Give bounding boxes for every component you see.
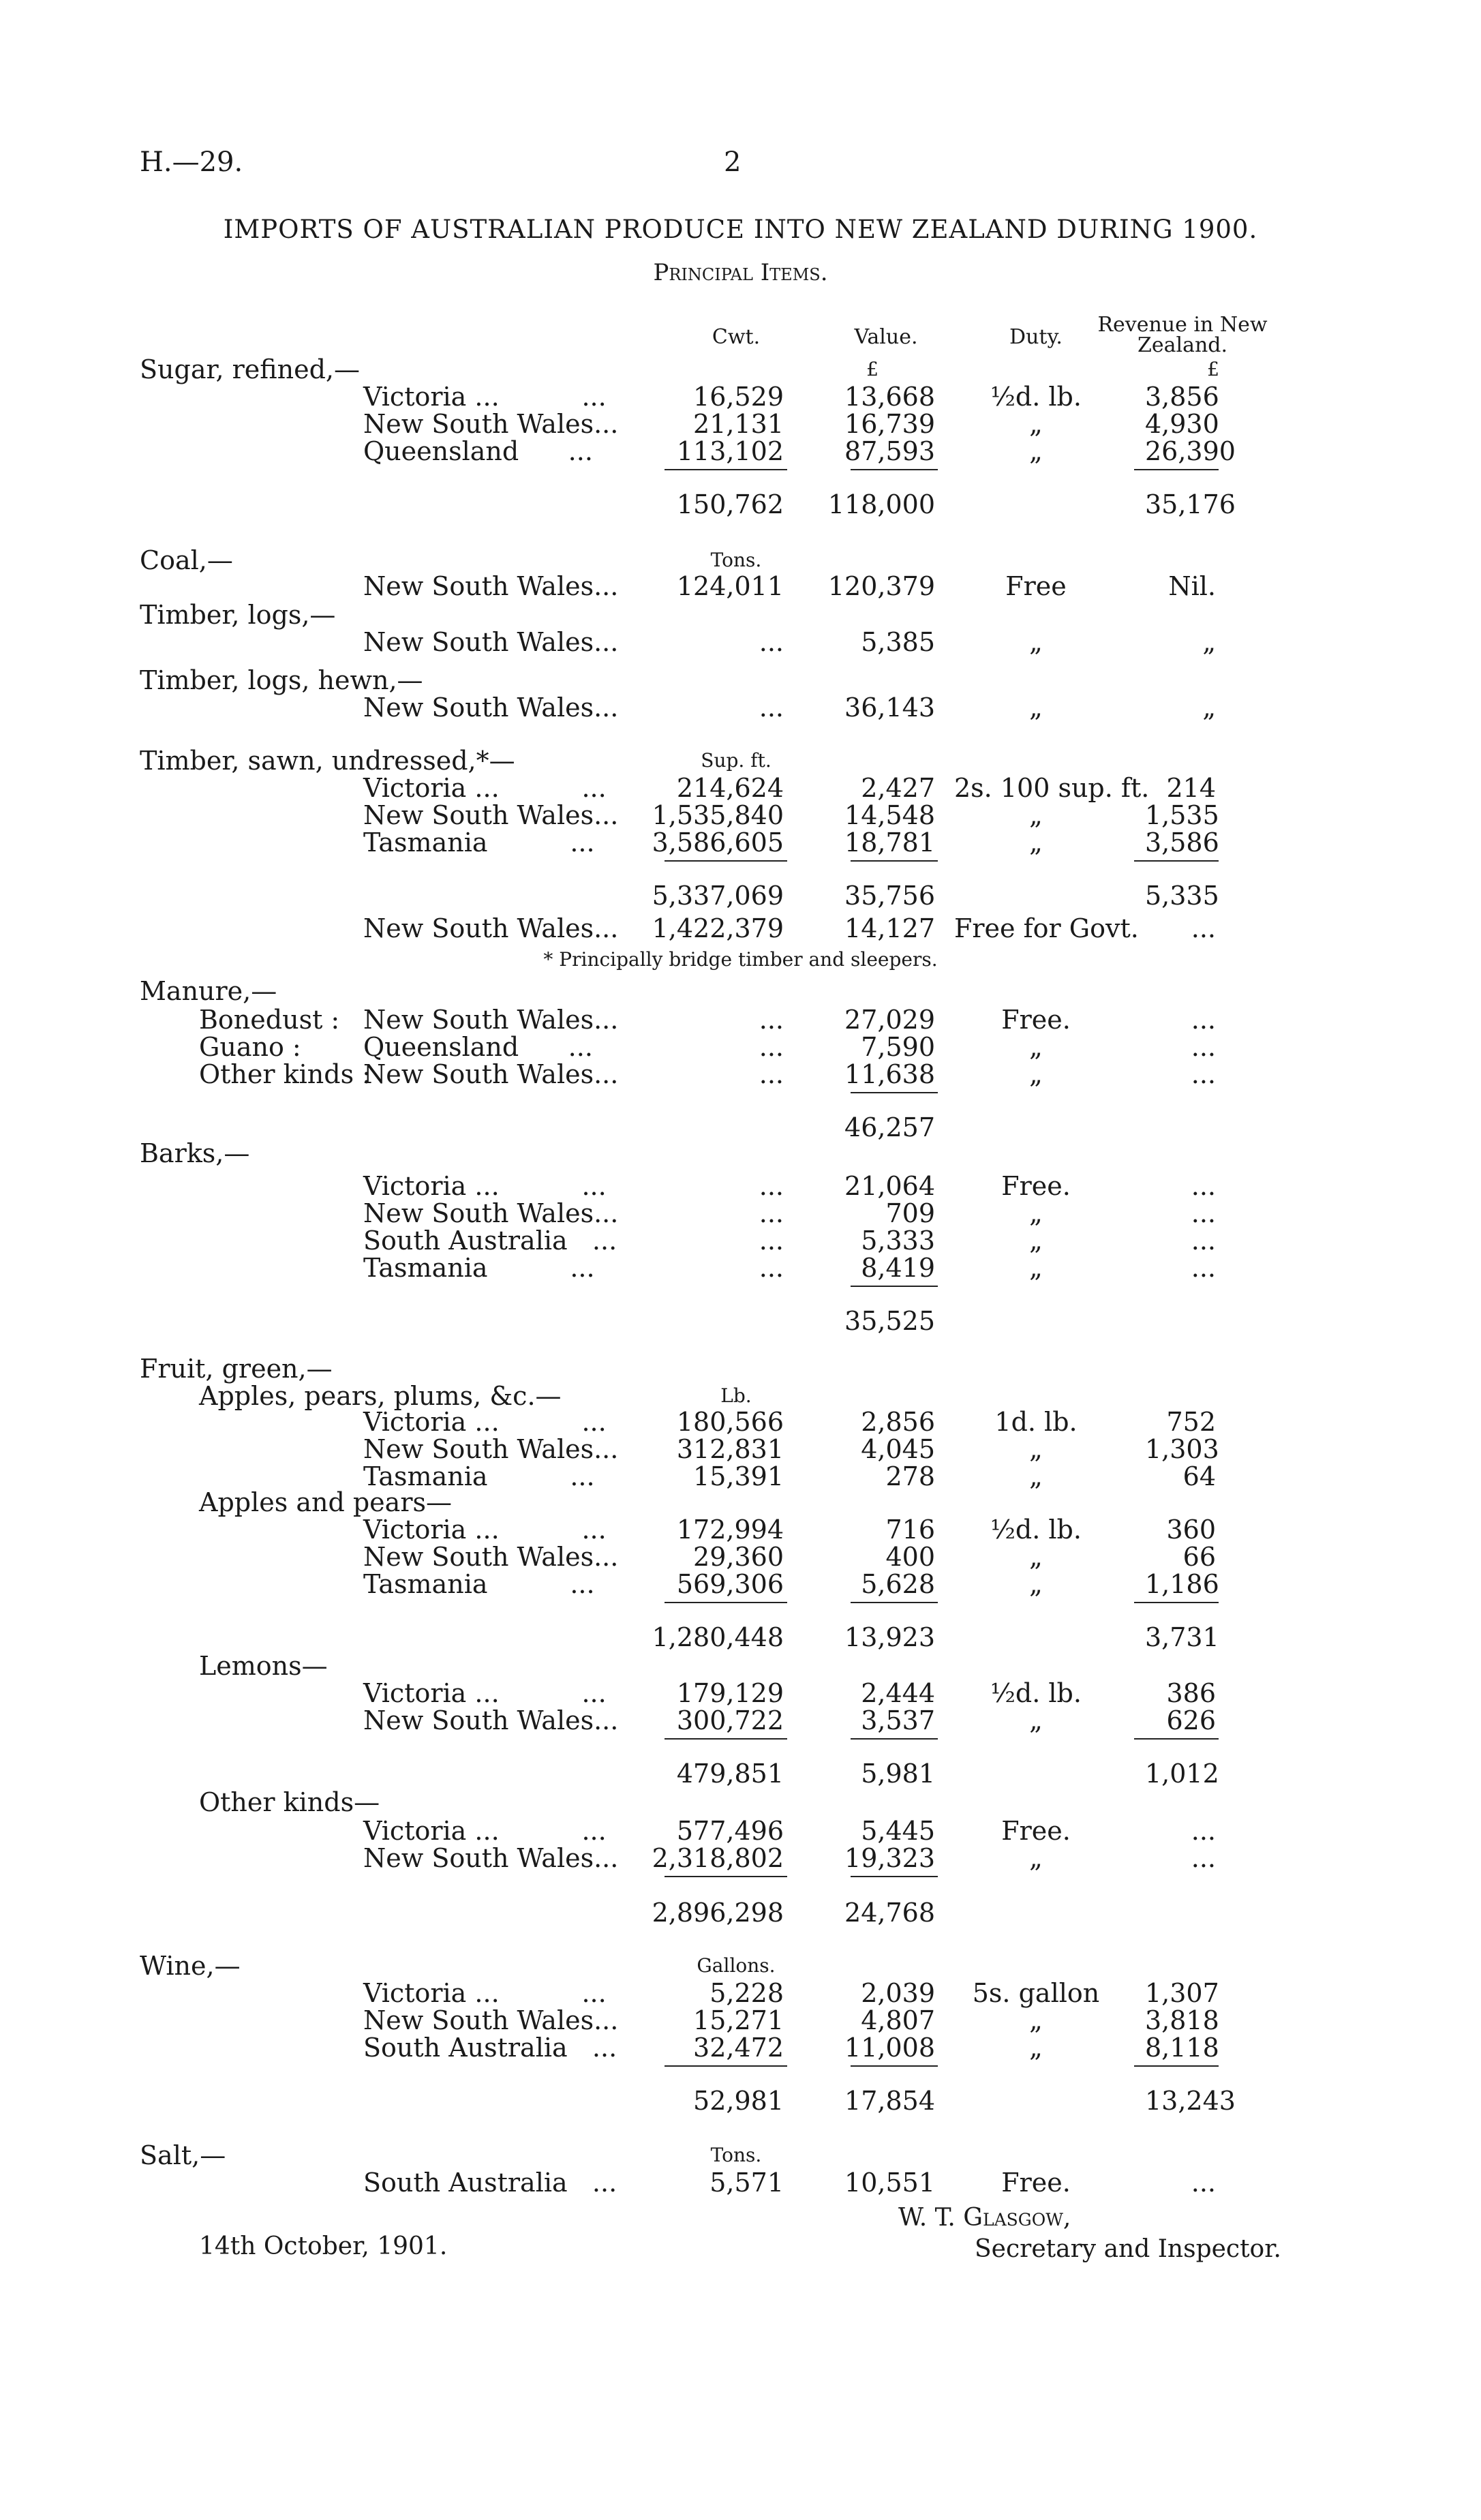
table-row bbox=[0, 1226, 1481, 1256]
duty-cell: „ bbox=[1029, 1705, 1043, 1735]
revenue-cell: ... bbox=[1191, 1198, 1216, 1228]
table-row bbox=[0, 1898, 1481, 1928]
category-label: Barks,— bbox=[140, 1138, 250, 1168]
value-cell: 2,444 bbox=[861, 1678, 935, 1708]
region-label: New South Wales... bbox=[363, 1005, 619, 1035]
quantity-cell: ... bbox=[759, 1059, 784, 1089]
quantity-cell: 32,472 bbox=[693, 2033, 784, 2063]
duty-cell: „ bbox=[1029, 2005, 1043, 2035]
duty-cell: Free. bbox=[1001, 1005, 1071, 1035]
revenue-cell: 1,535 bbox=[1145, 800, 1219, 830]
category-label: Timber, sawn, undressed,*— bbox=[140, 746, 515, 776]
value-cell: 7,590 bbox=[861, 1032, 935, 1062]
subtotal-rule-quantity bbox=[665, 1738, 787, 1740]
subcategory-label: Guano : bbox=[199, 1032, 301, 1062]
quantity-unit: Tons. bbox=[710, 2144, 762, 2166]
revenue-cell: Nil. bbox=[1168, 571, 1216, 601]
revenue-cell: 752 bbox=[1166, 1407, 1216, 1437]
revenue-cell: ... bbox=[1191, 1005, 1216, 1035]
value-cell: 21,064 bbox=[844, 1171, 935, 1201]
quantity-cell: 577,496 bbox=[676, 1816, 784, 1846]
revenue-cell: 1,307 bbox=[1145, 1978, 1219, 2008]
table-row bbox=[0, 1787, 1481, 1817]
table-row bbox=[0, 2005, 1481, 2035]
table-row bbox=[0, 1253, 1481, 1283]
revenue-cell: 26,390 bbox=[1145, 436, 1236, 466]
value-cell: 5,981 bbox=[861, 1759, 935, 1789]
table-row bbox=[0, 1059, 1481, 1089]
category-label: Salt,— bbox=[140, 2140, 226, 2170]
revenue-cell: 3,586 bbox=[1145, 828, 1219, 857]
category-label: Timber, logs, hewn,— bbox=[140, 665, 423, 695]
value-cell: 13,923 bbox=[844, 1622, 935, 1652]
quantity-cell: 113,102 bbox=[676, 436, 784, 466]
subtotal-rule-quantity bbox=[665, 469, 787, 470]
subtotal-rule-value bbox=[851, 469, 938, 470]
region-label: Tasmania ... bbox=[363, 1569, 595, 1599]
revenue-cell: 214 bbox=[1166, 773, 1216, 803]
table-row bbox=[0, 627, 1481, 657]
value-cell: 14,548 bbox=[844, 800, 935, 830]
quantity-cell: 300,722 bbox=[676, 1705, 784, 1735]
revenue-cell: 1,012 bbox=[1145, 1759, 1219, 1789]
value-cell: 11,008 bbox=[844, 2033, 935, 2063]
table-row bbox=[0, 1487, 1481, 1517]
region-label: Victoria ... ... bbox=[363, 773, 607, 803]
value-cell: 19,323 bbox=[844, 1843, 935, 1873]
table-row bbox=[0, 1569, 1481, 1599]
value-cell: 46,257 bbox=[844, 1112, 935, 1142]
value-cell: 400 bbox=[885, 1542, 935, 1572]
value-cell: 35,756 bbox=[844, 881, 935, 911]
table-row bbox=[0, 945, 1481, 975]
subtotal-rule-revenue bbox=[1134, 1602, 1219, 1603]
doc-reference: H.—29. bbox=[140, 147, 243, 178]
revenue-cell: ... bbox=[1191, 913, 1216, 943]
quantity-cell: 2,318,802 bbox=[652, 1843, 784, 1873]
table-row bbox=[0, 1198, 1481, 1228]
table-row bbox=[0, 600, 1481, 630]
table-row bbox=[0, 1515, 1481, 1545]
quantity-cell: 52,981 bbox=[693, 2086, 784, 2116]
table-row bbox=[0, 1622, 1481, 1652]
value-cell: 18,781 bbox=[844, 828, 935, 857]
category-label: Wine,— bbox=[140, 1951, 241, 1981]
value-cell: 36,143 bbox=[844, 693, 935, 723]
value-cell: 3,537 bbox=[861, 1705, 935, 1735]
quantity-cell: ... bbox=[759, 627, 784, 657]
revenue-cell: 13,243 bbox=[1145, 2086, 1236, 2116]
value-cell: 716 bbox=[885, 1515, 935, 1545]
duty-cell: Free. bbox=[1001, 1816, 1071, 1846]
quantity-cell: 5,571 bbox=[709, 2168, 784, 2198]
table-row bbox=[0, 1542, 1481, 1572]
region-label: New South Wales... bbox=[363, 571, 619, 601]
region-label: Tasmania ... bbox=[363, 828, 595, 857]
table-row bbox=[0, 2033, 1481, 2063]
duty-cell: „ bbox=[1029, 2033, 1043, 2063]
region-label: New South Wales... bbox=[363, 1434, 619, 1464]
subtotal-rule-value bbox=[851, 2065, 938, 2067]
quantity-cell: 150,762 bbox=[676, 489, 784, 519]
region-label: New South Wales... bbox=[363, 627, 619, 657]
quantity-cell: 172,994 bbox=[676, 1515, 784, 1545]
subtotal-rule-value bbox=[851, 860, 938, 862]
table-row bbox=[0, 773, 1481, 803]
region-label: Victoria ... ... bbox=[363, 1171, 607, 1201]
table-row bbox=[0, 2140, 1481, 2170]
value-cell: 2,039 bbox=[861, 1978, 935, 2008]
value-cell: 5,385 bbox=[861, 627, 935, 657]
duty-cell: „ bbox=[1029, 1253, 1043, 1283]
table-row bbox=[0, 1407, 1481, 1437]
revenue-cell: ... bbox=[1191, 1059, 1216, 1089]
category-label: Sugar, refined,— bbox=[140, 354, 360, 384]
subcategory-label: Other kinds : bbox=[199, 1059, 371, 1089]
table-row bbox=[0, 1759, 1481, 1789]
revenue-cell: ... bbox=[1191, 1226, 1216, 1256]
duty-cell: ½d. lb. bbox=[990, 1515, 1082, 1545]
column-header-revenue-line1: Revenue in New bbox=[1097, 313, 1268, 337]
quantity-cell: 29,360 bbox=[693, 1542, 784, 1572]
region-label: Victoria ... ... bbox=[363, 1515, 607, 1545]
value-cell: 10,551 bbox=[844, 2168, 935, 2198]
subcategory-label: Bonedust : bbox=[199, 1005, 340, 1035]
value-cell: 24,768 bbox=[844, 1898, 935, 1928]
region-label: New South Wales... bbox=[363, 913, 619, 943]
table-row bbox=[0, 571, 1481, 601]
quantity-cell: 214,624 bbox=[676, 773, 784, 803]
duty-cell: „ bbox=[1029, 1032, 1043, 1062]
quantity-cell: 1,422,379 bbox=[652, 913, 784, 943]
duty-cell: „ bbox=[1029, 1542, 1043, 1572]
revenue-cell: 1,303 bbox=[1145, 1434, 1219, 1464]
table-row bbox=[0, 665, 1481, 695]
revenue-cell: 4,930 bbox=[1145, 409, 1219, 439]
value-cell: 14,127 bbox=[844, 913, 935, 943]
subtotal-rule-value bbox=[851, 1602, 938, 1603]
quantity-unit: Gallons. bbox=[697, 1954, 776, 1977]
table-row bbox=[0, 1978, 1481, 2008]
value-cell: 13,668 bbox=[844, 382, 935, 412]
subtotal-rule-revenue bbox=[1134, 860, 1219, 862]
region-label: New South Wales... bbox=[363, 1843, 619, 1873]
value-cell: 5,628 bbox=[861, 1569, 935, 1599]
duty-cell: „ bbox=[1029, 1059, 1043, 1089]
quantity-cell: 479,851 bbox=[676, 1759, 784, 1789]
duty-cell: „ bbox=[1029, 1843, 1043, 1873]
table-row bbox=[0, 1843, 1481, 1873]
region-label: New South Wales... bbox=[363, 1198, 619, 1228]
footnote: * Principally bridge timber and sleepers. bbox=[543, 948, 938, 971]
table-row bbox=[0, 2086, 1481, 2116]
duty-cell: „ bbox=[1029, 627, 1043, 657]
revenue-cell: ... bbox=[1191, 1032, 1216, 1062]
table-row bbox=[0, 382, 1481, 412]
value-cell: 118,000 bbox=[827, 489, 935, 519]
value-cell: 4,807 bbox=[861, 2005, 935, 2035]
subtotal-rule-revenue bbox=[1134, 469, 1219, 470]
subtotal-rule-value bbox=[851, 1876, 938, 1877]
revenue-cell: 35,176 bbox=[1145, 489, 1236, 519]
column-header-revenue-line2: Zealand. bbox=[1137, 333, 1228, 357]
revenue-cell: 360 bbox=[1166, 1515, 1216, 1545]
region-label: New South Wales... bbox=[363, 1059, 619, 1089]
revenue-cell: „ bbox=[1202, 693, 1216, 723]
region-label: New South Wales... bbox=[363, 2005, 619, 2035]
revenue-cell: „ bbox=[1202, 627, 1216, 657]
duty-cell: „ bbox=[1029, 1198, 1043, 1228]
value-cell: 27,029 bbox=[844, 1005, 935, 1035]
region-label: South Australia ... bbox=[363, 2033, 617, 2063]
duty-cell: „ bbox=[1029, 800, 1043, 830]
region-label: New South Wales... bbox=[363, 800, 619, 830]
revenue-cell: 3,818 bbox=[1145, 2005, 1219, 2035]
table-row bbox=[0, 746, 1481, 776]
table-row bbox=[0, 1434, 1481, 1464]
subtotal-rule-value bbox=[851, 1092, 938, 1093]
category-label: Fruit, green,— bbox=[140, 1354, 333, 1384]
revenue-cell: 64 bbox=[1182, 1461, 1216, 1491]
duty-cell: ½d. lb. bbox=[990, 1678, 1082, 1708]
page-number: 2 bbox=[724, 147, 742, 178]
value-cell: 87,593 bbox=[844, 436, 935, 466]
value-cell: 2,856 bbox=[861, 1407, 935, 1437]
region-label: Victoria ... ... bbox=[363, 382, 607, 412]
table-row bbox=[0, 1678, 1481, 1708]
page-subtitle: Principal Items. bbox=[653, 259, 828, 286]
subcategory-label: Apples and pears— bbox=[199, 1487, 452, 1517]
region-label: New South Wales... bbox=[363, 693, 619, 723]
quantity-cell: 1,535,840 bbox=[652, 800, 784, 830]
subcategory-label: Other kinds— bbox=[199, 1787, 380, 1817]
value-cell: 4,045 bbox=[861, 1434, 935, 1464]
quantity-cell: 5,337,069 bbox=[652, 881, 784, 911]
quantity-cell: 21,131 bbox=[693, 409, 784, 439]
column-header-cwt: Cwt. bbox=[712, 325, 761, 349]
quantity-cell: ... bbox=[759, 1226, 784, 1256]
table-row bbox=[0, 913, 1481, 943]
table-row bbox=[0, 800, 1481, 830]
subtotal-rule-value bbox=[851, 1738, 938, 1740]
region-label: Tasmania ... bbox=[363, 1253, 595, 1283]
value-cell: 2,427 bbox=[861, 773, 935, 803]
duty-cell: „ bbox=[1029, 828, 1043, 857]
duty-cell: 2s. 100 sup. ft. bbox=[954, 773, 1150, 803]
table-row bbox=[0, 2168, 1481, 2198]
quantity-cell: 569,306 bbox=[676, 1569, 784, 1599]
table-row bbox=[0, 1005, 1481, 1035]
region-label: New South Wales... bbox=[363, 1542, 619, 1572]
duty-cell: „ bbox=[1029, 1226, 1043, 1256]
duty-cell: 1d. lb. bbox=[994, 1407, 1078, 1437]
table-row bbox=[0, 1354, 1481, 1384]
region-label: Queensland ... bbox=[363, 1032, 593, 1062]
revenue-cell: 386 bbox=[1166, 1678, 1216, 1708]
quantity-cell: 5,228 bbox=[709, 1978, 784, 2008]
value-cell: 709 bbox=[885, 1198, 935, 1228]
revenue-cell: 8,118 bbox=[1145, 2033, 1219, 2063]
value-cell: 35,525 bbox=[844, 1306, 935, 1336]
duty-cell: 5s. gallon bbox=[972, 1978, 1100, 2008]
revenue-cell: 3,856 bbox=[1145, 382, 1219, 412]
quantity-cell: 15,271 bbox=[693, 2005, 784, 2035]
quantity-cell: 3,586,605 bbox=[652, 828, 784, 857]
table-row bbox=[0, 1816, 1481, 1846]
revenue-cell: ... bbox=[1191, 1253, 1216, 1283]
quantity-cell: 15,391 bbox=[693, 1461, 784, 1491]
revenue-unit: £ bbox=[1207, 358, 1219, 380]
duty-cell: Free for Govt. bbox=[954, 913, 1139, 943]
region-label: Victoria ... ... bbox=[363, 1407, 607, 1437]
revenue-cell: 66 bbox=[1182, 1542, 1216, 1572]
value-unit: £ bbox=[866, 358, 879, 380]
quantity-cell: ... bbox=[759, 693, 784, 723]
table-row bbox=[0, 354, 1481, 384]
duty-cell: „ bbox=[1029, 1569, 1043, 1599]
value-cell: 5,445 bbox=[861, 1816, 935, 1846]
signature-name: W. T. Glasgow, bbox=[898, 2204, 1071, 2232]
table-row bbox=[0, 1651, 1481, 1681]
category-label: Manure,— bbox=[140, 976, 277, 1006]
category-label: Timber, logs,— bbox=[140, 600, 336, 630]
subtotal-rule-revenue bbox=[1134, 2065, 1219, 2067]
table-row bbox=[0, 976, 1481, 1006]
region-label: South Australia ... bbox=[363, 2168, 617, 2198]
revenue-cell: 626 bbox=[1166, 1705, 1216, 1735]
quantity-cell: 180,566 bbox=[676, 1407, 784, 1437]
table-row bbox=[0, 489, 1481, 519]
region-label: Victoria ... ... bbox=[363, 1978, 607, 2008]
value-cell: 17,854 bbox=[844, 2086, 935, 2116]
subtotal-rule-quantity bbox=[665, 1876, 787, 1877]
revenue-cell: ... bbox=[1191, 2168, 1216, 2198]
column-header-duty: Duty. bbox=[1009, 325, 1063, 349]
revenue-cell: ... bbox=[1191, 1171, 1216, 1201]
quantity-cell: 16,529 bbox=[693, 382, 784, 412]
quantity-cell: ... bbox=[759, 1198, 784, 1228]
category-label: Coal,— bbox=[140, 545, 233, 575]
subtotal-rule-revenue bbox=[1134, 1738, 1219, 1740]
quantity-cell: 179,129 bbox=[676, 1678, 784, 1708]
region-label: Victoria ... ... bbox=[363, 1816, 607, 1846]
quantity-cell: ... bbox=[759, 1005, 784, 1035]
table-row bbox=[0, 693, 1481, 723]
quantity-cell: ... bbox=[759, 1032, 784, 1062]
value-cell: 278 bbox=[885, 1461, 935, 1491]
region-label: Victoria ... ... bbox=[363, 1678, 607, 1708]
table-row bbox=[0, 828, 1481, 857]
subtotal-rule-quantity bbox=[665, 1602, 787, 1603]
table-row bbox=[0, 1032, 1481, 1062]
table-row bbox=[0, 1951, 1481, 1981]
duty-cell: „ bbox=[1029, 436, 1043, 466]
quantity-unit: Tons. bbox=[710, 549, 762, 571]
duty-cell: „ bbox=[1029, 1434, 1043, 1464]
table-row bbox=[0, 436, 1481, 466]
table-row bbox=[0, 1171, 1481, 1201]
table-row bbox=[0, 881, 1481, 911]
quantity-cell: ... bbox=[759, 1171, 784, 1201]
column-header-revenue bbox=[1084, 315, 1281, 356]
value-cell: 5,333 bbox=[861, 1226, 935, 1256]
revenue-cell: ... bbox=[1191, 1843, 1216, 1873]
region-label: New South Wales... bbox=[363, 409, 619, 439]
quantity-cell: 312,831 bbox=[676, 1434, 784, 1464]
quantity-unit: Lb. bbox=[720, 1384, 752, 1407]
quantity-cell: 2,896,298 bbox=[652, 1898, 784, 1928]
region-label: Tasmania ... bbox=[363, 1461, 595, 1491]
region-label: Queensland ... bbox=[363, 436, 593, 466]
subcategory-label: Lemons— bbox=[199, 1651, 328, 1681]
value-cell: 11,638 bbox=[844, 1059, 935, 1089]
quantity-cell: ... bbox=[759, 1253, 784, 1283]
table-row bbox=[0, 1306, 1481, 1336]
subtotal-rule-value bbox=[851, 1286, 938, 1287]
region-label: New South Wales... bbox=[363, 1705, 619, 1735]
signature-title: Secretary and Inspector. bbox=[975, 2235, 1281, 2263]
document-date: 14th October, 1901. bbox=[199, 2232, 448, 2260]
page-title: IMPORTS OF AUSTRALIAN PRODUCE INTO NEW ZEALAND DURING 1900. bbox=[223, 215, 1258, 244]
duty-cell: „ bbox=[1029, 693, 1043, 723]
column-header-value: Value. bbox=[854, 325, 918, 349]
revenue-cell: ... bbox=[1191, 1816, 1216, 1846]
duty-cell: Free bbox=[1005, 571, 1067, 601]
region-label: South Australia ... bbox=[363, 1226, 617, 1256]
subtotal-rule-quantity bbox=[665, 2065, 787, 2067]
revenue-cell: 5,335 bbox=[1145, 881, 1219, 911]
revenue-cell: 1,186 bbox=[1145, 1569, 1219, 1599]
quantity-cell: 124,011 bbox=[676, 571, 784, 601]
duty-cell: Free. bbox=[1001, 2168, 1071, 2198]
quantity-unit: Sup. ft. bbox=[701, 749, 772, 772]
table-row bbox=[0, 1138, 1481, 1168]
table-row bbox=[0, 1705, 1481, 1735]
duty-cell: ½d. lb. bbox=[990, 382, 1082, 412]
revenue-cell: 3,731 bbox=[1145, 1622, 1219, 1652]
quantity-cell: 1,280,448 bbox=[652, 1622, 784, 1652]
value-cell: 120,379 bbox=[827, 571, 935, 601]
subtotal-rule-quantity bbox=[665, 860, 787, 862]
duty-cell: „ bbox=[1029, 1461, 1043, 1491]
value-cell: 16,739 bbox=[844, 409, 935, 439]
duty-cell: „ bbox=[1029, 409, 1043, 439]
duty-cell: Free. bbox=[1001, 1171, 1071, 1201]
value-cell: 8,419 bbox=[861, 1253, 935, 1283]
subcategory-label: Apples, pears, plums, &c.— bbox=[199, 1381, 562, 1411]
table-row bbox=[0, 409, 1481, 439]
